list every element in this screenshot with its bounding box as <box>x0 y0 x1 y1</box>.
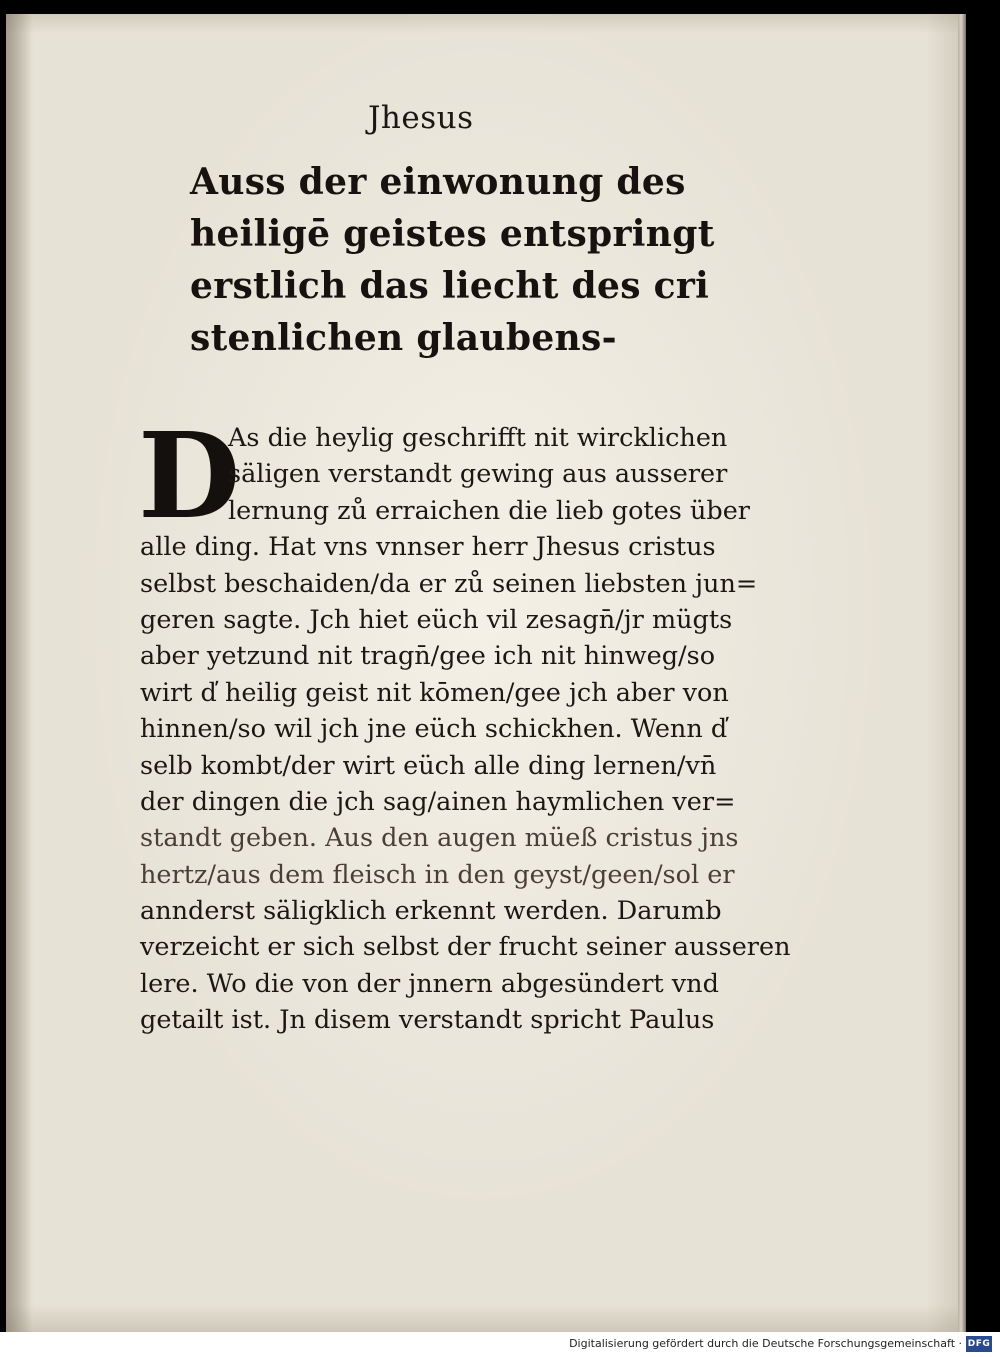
body-line: alle ding. Hat vns vnnser herr Jhesus cristus <box>140 532 716 563</box>
footer-credit: Digitalisierung gefördert durch die Deutsche Forschungsgemeinschaft · <box>569 1337 962 1350</box>
body-line: verzeicht er sich selbst der frucht seiner ausseren <box>140 932 791 963</box>
header-mark: Jhesus <box>368 100 474 136</box>
body-line: hinnen/so wil jch jne eüch schickhen. Wenn d̕ <box>140 714 728 745</box>
body-line: getailt ist. Jn disem verstandt spricht Paulus <box>140 1005 715 1036</box>
body-line: annderst säligklich erkennt werden. Darumb <box>140 896 722 927</box>
body-line: geren sagte. Jch hiet eüch vil zesagn̄/jr mügts <box>140 604 733 635</box>
body-line: säligen verstandt gewing aus ausserer <box>228 459 728 490</box>
heading-line: Auss der einwonung des <box>190 161 686 203</box>
body-line: aber yetzund nit tragn̄/gee ich nit hinweg/so <box>140 641 716 672</box>
footer-bar <box>0 1332 1000 1357</box>
body-line: der dingen die jch sag/ainen haymlichen ver= <box>140 786 736 817</box>
page-edge <box>958 14 966 1332</box>
body-text <box>138 406 791 1039</box>
body-line: standt geben. Aus den augen müeß cristus jns <box>140 823 739 854</box>
body-line: selbst beschaiden/da er zů seinen liebsten jun= <box>140 568 758 599</box>
body-line: selb kombt/der wirt eüch alle ding lernen/vn̄ <box>140 750 717 781</box>
dfg-logo: DFG <box>966 1336 992 1352</box>
body-line: hertz/aus dem fleisch in den geyst/geen/sol er <box>140 859 735 890</box>
body-line: lernung zů erraichen die lieb gotes über <box>228 495 750 526</box>
heading-line: stenlichen glaubens- <box>190 317 617 359</box>
heading-line: erstlich das liecht des cri <box>190 265 710 307</box>
drop-cap-initial: D <box>138 406 241 545</box>
heading-line: heiligē geistes entspringt <box>190 213 715 255</box>
body-line: lere. Wo die von der jnnern abgesündert vnd <box>140 968 719 999</box>
spine-shadow <box>6 14 32 1332</box>
body-line: wirt d̕ heilig geist nit kōmen/gee jch aber von <box>140 677 729 708</box>
body-line: As die heylig geschrifft nit wircklichen <box>228 423 728 453</box>
chapter-heading <box>190 156 715 364</box>
